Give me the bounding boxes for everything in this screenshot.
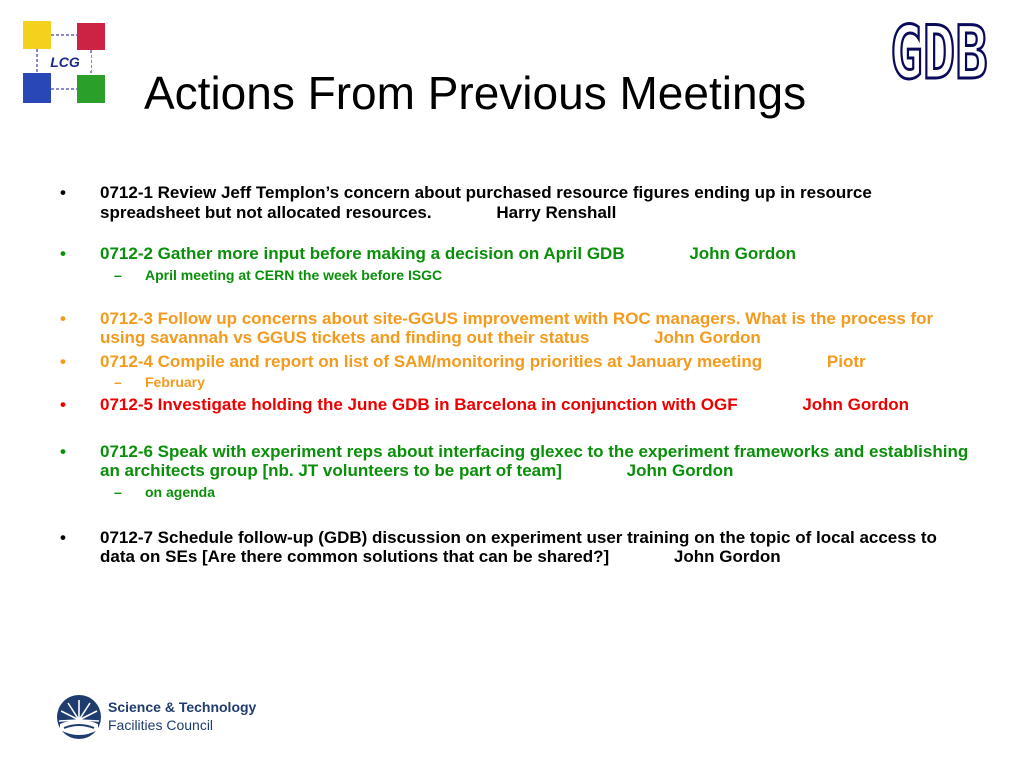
- bullet-icon: •: [60, 351, 66, 371]
- action-owner: John Gordon: [626, 461, 734, 480]
- action-text: 0712-1 Review Jeff Templon’s concern about purchased resource figures ending up in resource spreadsheet but not allocated resources.: [100, 183, 872, 222]
- bullet-icon: •: [60, 308, 66, 328]
- action-text: 0712-6 Speak with experiment reps about interfacing glexec to the experiment frameworks and establishing an architects group [nb. JT volunteers to be part of team]: [100, 441, 969, 480]
- action-item: [58, 528, 970, 567]
- sub-list: [100, 483, 970, 501]
- bullet-icon: •: [60, 183, 66, 202]
- action-text: 0712-5 Investigate holding the June GDB in Barcelona in conjunction with OGF: [100, 395, 738, 414]
- sub-item: [100, 373, 970, 391]
- action-owner: John Gordon: [654, 328, 761, 347]
- stfc-emblem-icon: [56, 694, 102, 740]
- footer-line2: Facilities Council: [108, 717, 214, 733]
- action-owner: Harry Renshall: [496, 202, 617, 222]
- action-owner: John Gordon: [673, 547, 781, 566]
- action-item: [58, 244, 970, 284]
- action-text: 0712-7 Schedule follow-up (GDB) discussion on experiment user training on the topic of local access to data on SEs [Are there common solutions that can be shared?]: [100, 527, 937, 566]
- action-item: [58, 352, 970, 392]
- dash-icon: –: [114, 266, 122, 283]
- gdb-mark: [874, 8, 1004, 84]
- action-owner: John Gordon: [689, 244, 797, 263]
- action-owner: Piotr: [826, 351, 866, 371]
- sub-list: [100, 373, 970, 391]
- bullet-icon: •: [60, 244, 66, 263]
- sub-list: [100, 266, 970, 284]
- bullet-icon: •: [60, 441, 66, 461]
- lcg-logo-text: LCG: [50, 54, 80, 70]
- action-item: [58, 183, 970, 222]
- page-title: Actions From Previous Meetings: [144, 67, 807, 119]
- dash-icon: –: [114, 374, 122, 390]
- sub-item: [100, 483, 970, 501]
- action-item: [58, 442, 970, 501]
- sub-item: [100, 266, 970, 284]
- sub-item-text: February: [145, 374, 205, 390]
- action-text: 0712-4 Compile and report on list of SAM/monitoring priorities at January meeting: [100, 351, 763, 371]
- action-list: [58, 183, 970, 567]
- lcg-logo: [22, 20, 108, 106]
- stfc-logo: [56, 694, 271, 744]
- action-item: [58, 309, 970, 348]
- action-item: [58, 395, 970, 415]
- action-owner: John Gordon: [802, 395, 910, 414]
- bullet-icon: •: [60, 395, 66, 414]
- bullet-icon: •: [60, 527, 66, 547]
- dash-icon: –: [114, 483, 122, 500]
- gdb-mark-text: GDB: [890, 11, 988, 84]
- action-text: 0712-3 Follow up concerns about site-GGUS improvement with ROC managers. What is the process for using savannah vs GGUS tickets and finding out their status: [100, 308, 934, 347]
- sub-item-text: on agenda: [145, 483, 216, 500]
- footer-line1: Science & Technology: [108, 699, 257, 715]
- action-text: 0712-2 Gather more input before making a decision on April GDB: [100, 244, 625, 263]
- sub-item-text: April meeting at CERN the week before ISGC: [145, 266, 443, 283]
